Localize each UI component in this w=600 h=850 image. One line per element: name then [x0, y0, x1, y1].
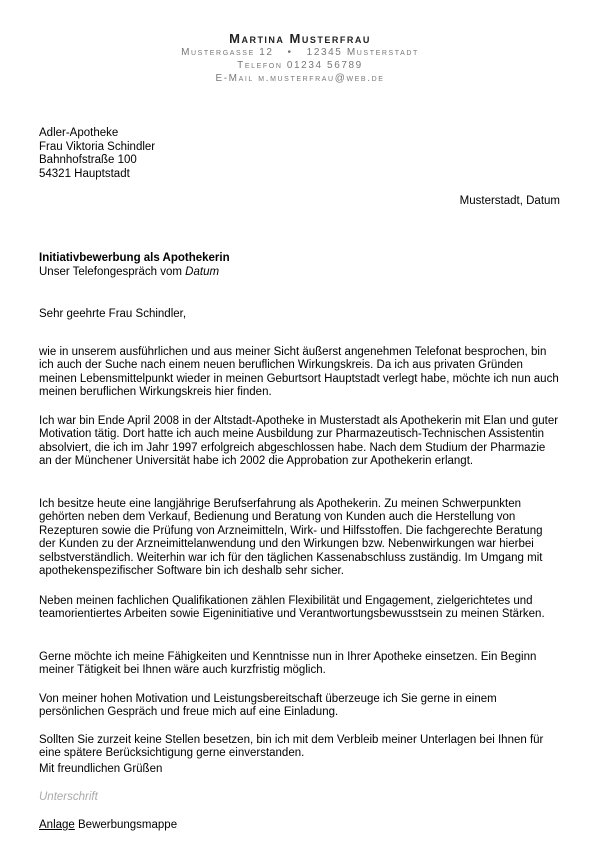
paragraph-4: Neben meinen fachlichen Qualifikationen zählen Flexibilität und Engagement, zielgerichtetes und teamorientiertes Arbeiten sowie Eigeninitiative und Verantwortungsbewusstsein zu meinen Stärken. [39, 594, 545, 621]
recipient-person: Frau Viktoria Schindler [39, 140, 156, 153]
subject-reference-date: Datum [185, 265, 220, 278]
signature-placeholder: Unterschrift [39, 791, 98, 803]
sender-email: E-Mail m.musterfrau@web.de [215, 73, 385, 84]
salutation: Sehr geehrte Frau Schindler, [39, 308, 187, 320]
subject-block [39, 252, 561, 279]
subject-reference-prefix: Unser Telefongespräch vom [39, 265, 186, 278]
enclosure-text: Bewerbungsmappe [74, 819, 178, 831]
subject-reference [39, 266, 561, 280]
paragraph-2: Ich war bin Ende April 2008 in der Altstadt-Apotheke in Musterstadt als Apothekerin mit Elan und guter Motivation tätig. Dort hatte ich auch meine Ausbildung zur Pharmazeutisch-Technischen Assistentin absolviert, die ich im Jahr 1997 erfolgreich abgeschlossen habe. Nach dem Studium der Pharmazie an der Münchener Universität habe ich 2002 die Approbation zur Apothekerin erlangt. [39, 414, 559, 468]
sender-street: Mustergasse 12 [181, 47, 274, 58]
enclosure-label: Anlage [39, 819, 75, 831]
separator-dot: • [287, 47, 293, 58]
sender-name: Martina Musterfrau [229, 31, 371, 46]
recipient-address [39, 127, 561, 181]
recipient-street: Bahnhofstraße 100 [39, 154, 137, 167]
paragraph-1: wie in unserem ausführlichen und aus meiner Sicht äußerst angenehmen Telefonat besprochen, bin ich auch der Suche nach einem neuen beruflichen Wirkungskreis. Da ich aus privaten Gründen meinen Lebensmittelpunkt wieder in meinen Geburtsort Hauptstadt verlegt habe, möchte ich nun auch meinen beruflichen Wirkungskreis hier finden. [39, 345, 559, 399]
enclosure-line [39, 819, 561, 833]
subject-title: Initiativbewerbung als Apothekerin [39, 252, 230, 264]
sender-city: 12345 Musterstadt [306, 47, 419, 58]
letter-date: Musterstadt, Datum [459, 195, 560, 207]
closing: Mit freundlichen Grüßen [39, 763, 163, 775]
paragraph-7: Sollten Sie zurzeit keine Stellen besetzen, bin ich mit dem Verbleib meiner Unterlagen bei Ihnen für eine spätere Berücksichtigung gerne einverstanden. [39, 733, 544, 760]
paragraph-6: Von meiner hohen Motivation und Leistungsbereitschaft überzeuge ich Sie gerne in einem persönlichen Gespräch und freue mich auf eine Einladung. [39, 692, 497, 719]
recipient-company: Adler-Apotheke [39, 127, 119, 139]
paragraph-5: Gerne möchte ich meine Fähigkeiten und Kenntnisse nun in Ihrer Apotheke einsetzen. Ein Beginn meiner Tätigkeit bei Ihnen wäre auch kurzfristig möglich. [39, 650, 537, 677]
sender-address [0, 47, 600, 58]
recipient-city: 54321 Hauptstadt [39, 167, 130, 180]
sender-phone: Telefon 01234 56789 [237, 60, 363, 71]
paragraph-3: Ich besitze heute eine langjährige Berufserfahrung als Apothekerin. Zu meinen Schwerpunkten gehörten neben dem Verkauf, Bedienung und Beratung von Kunden auch die Herstellung von Rezepturen sowie die Prüfung von Arzneimitteln, Wirk- und Hilfsstoffen. Die fachgerechte Beratung der Kunden zu der Arzneimittelanwendung und den Wirkungen bzw. Nebenwirkungen war hierbei selbstverständlich. Weiterhin war ich für den täglichen Kassenabschluss zuständig. Im Umgang mit apothekenspezifischer Software bin ich deshalb sehr sicher. [39, 497, 543, 578]
